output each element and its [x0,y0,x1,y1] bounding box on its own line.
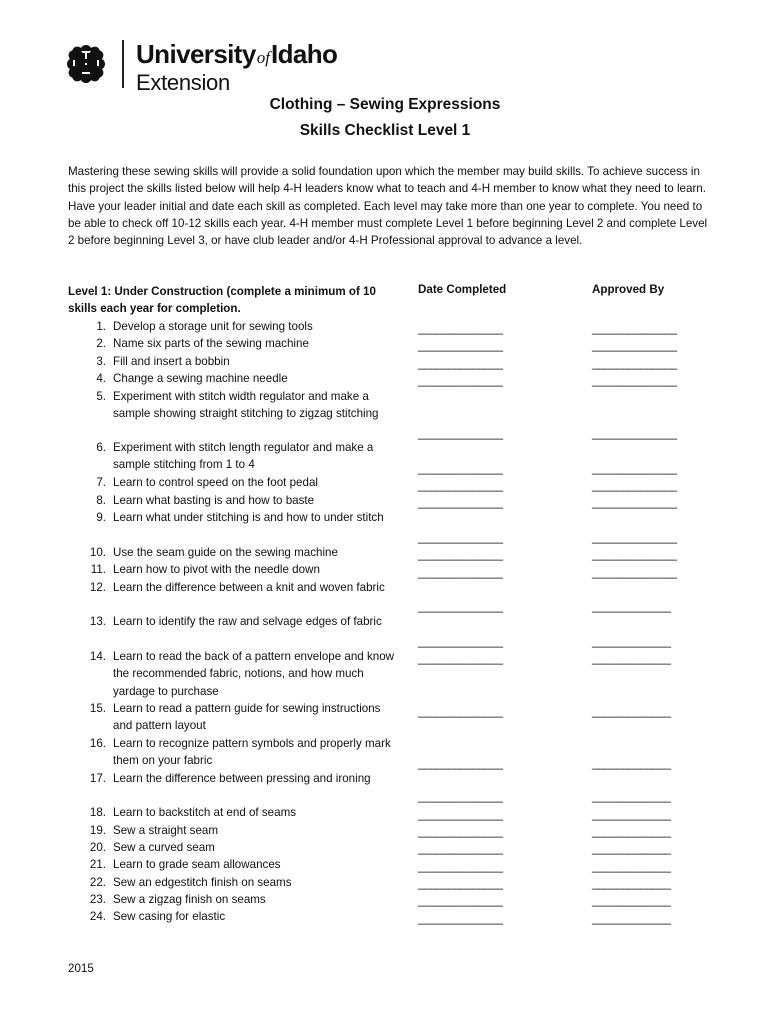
approved-by-line[interactable]: ______________ [592,427,677,440]
date-completed-line[interactable]: ______________ [418,877,503,890]
date-completed-line[interactable]: ______________ [418,479,503,492]
level-heading: Level 1: Under Construction (complete a minimum of 10 skills each year for completion. [68,285,376,316]
approved-by-line[interactable]: ______________ [592,339,677,352]
four-h-clover-icon [64,42,108,86]
approved-by-line[interactable]: _____________ [592,825,671,838]
item-text: Learn how to pivot with the needle down [113,563,320,576]
item-number: 2. [96,337,106,350]
date-completed-line[interactable]: ______________ [418,531,503,544]
brand-of: of [256,48,270,67]
approved-by-line[interactable]: ______________ [592,462,677,475]
date-completed-line[interactable]: ______________ [418,374,503,387]
approved-by-line[interactable]: ______________ [592,548,677,561]
date-completed-line[interactable]: ______________ [418,912,503,925]
footer-year: 2015 [68,962,94,975]
item-text: Use the seam guide on the sewing machine [113,546,338,559]
item-text: Sew a zigzag finish on seams [113,893,266,906]
approved-by-line[interactable]: ______________ [592,322,677,335]
date-completed-line[interactable]: ______________ [418,496,503,509]
approved-by-line[interactable]: _____________ [592,757,671,770]
item-text: Learn to control speed on the foot pedal [113,476,318,489]
approved-by-line[interactable]: ______________ [592,566,677,579]
approved-by-line[interactable]: _____________ [592,842,671,855]
brand-idaho: Idaho [270,39,338,69]
brand-university: University [136,39,256,69]
item-text: Change a sewing machine needle [113,372,288,385]
item-text: Experiment with stitch width regulator and make a sample showing straight stitching to zigzag stitching [113,390,379,421]
date-completed-line[interactable]: ______________ [418,462,503,475]
item-text: Learn to recognize pattern symbols and properly mark them on your fabric [113,737,391,768]
item-text: Learn the difference between a knit and woven fabric [113,581,385,594]
approved-by-header: Approved By [592,283,665,296]
date-completed-header: Date Completed [418,283,507,296]
item-text: Develop a storage unit for sewing tools [113,320,313,333]
item-number: 18. [89,806,106,819]
item-text: Learn to identify the raw and selvage edges of fabric [113,615,382,628]
date-completed-line[interactable]: ______________ [418,357,503,370]
item-number: 8. [96,494,106,507]
approved-by-line[interactable]: _____________ [592,894,671,907]
item-number: 13. [89,615,106,628]
item-number: 21. [89,858,106,871]
date-completed-line[interactable]: ______________ [418,757,503,770]
item-text: Learn what basting is and how to baste [113,494,315,507]
item-number: 7. [96,476,106,489]
item-text: Learn to read the back of a pattern envelope and know the recommended fabric, notions, and how much yardage to purchase [113,650,395,698]
date-completed-line[interactable]: ______________ [418,808,503,821]
approved-by-line[interactable]: _____________ [592,705,671,718]
date-completed-line[interactable]: ______________ [418,652,503,665]
date-completed-line[interactable]: ______________ [418,635,503,648]
page-subtitle: Skills Checklist Level 1 [299,122,471,139]
approved-by-line[interactable]: _____________ [592,652,671,665]
item-number: 19. [89,824,106,837]
item-number: 10. [89,546,106,559]
item-number: 23. [89,893,106,906]
approved-by-line[interactable]: ______________ [592,496,677,509]
item-number: 4. [96,372,106,385]
approved-by-line[interactable]: _____________ [592,808,671,821]
approved-by-line[interactable]: ______________ [592,531,677,544]
item-text: Learn the difference between pressing and ironing [113,772,371,785]
approved-by-line[interactable]: _____________ [592,912,671,925]
item-number: 24. [89,910,106,923]
item-text: Sew an edgestitch finish on seams [113,876,292,889]
item-number: 20. [89,841,106,854]
item-text: Fill and insert a bobbin [113,355,230,368]
item-text: Learn what under stitching is and how to under stitch [113,511,384,524]
date-completed-line[interactable]: ______________ [418,566,503,579]
item-number: 17. [89,772,106,785]
item-number: 3. [96,355,106,368]
brand-extension: Extension [136,70,230,95]
approved-by-line[interactable]: _____________ [592,600,671,613]
item-text: Learn to backstitch at end of seams [113,806,297,819]
item-text: Learn to grade seam allowances [113,858,281,871]
date-completed-line[interactable]: ______________ [418,548,503,561]
date-completed-line[interactable]: ______________ [418,322,503,335]
date-completed-line[interactable]: ______________ [418,790,503,803]
date-completed-line[interactable]: ______________ [418,894,503,907]
approved-by-line[interactable]: _____________ [592,860,671,873]
item-number: 6. [96,441,106,454]
approved-by-line[interactable]: ______________ [592,357,677,370]
date-completed-line[interactable]: ______________ [418,600,503,613]
date-completed-line[interactable]: ______________ [418,860,503,873]
item-number: 15. [89,702,106,715]
date-completed-line[interactable]: ______________ [418,705,503,718]
date-completed-line[interactable]: ______________ [418,842,503,855]
item-number: 22. [89,876,106,889]
item-number: 12. [89,581,106,594]
date-completed-line[interactable]: ______________ [418,825,503,838]
item-number: 14. [89,650,106,663]
brand-wordmark [136,40,337,94]
approved-by-line[interactable]: _____________ [592,790,671,803]
date-completed-line[interactable]: ______________ [418,427,503,440]
item-number: 5. [96,390,106,403]
item-text: Sew a curved seam [113,841,215,854]
approved-by-line[interactable]: _____________ [592,635,671,648]
item-number: 1. [96,320,106,333]
approved-by-line[interactable]: _____________ [592,877,671,890]
item-number: 11. [90,563,106,576]
item-text: Sew casing for elastic [113,910,226,923]
page-title: Clothing – Sewing Expressions [269,96,501,113]
item-text: Experiment with stitch length regulator and make a sample stitching from 1 to 4 [113,441,374,472]
approved-by-line[interactable]: ______________ [592,374,677,387]
item-text: Sew a straight seam [113,824,219,837]
logo-divider [122,40,124,88]
item-number: 16. [89,737,106,750]
item-text: Name six parts of the sewing machine [113,337,309,350]
date-completed-line[interactable]: ______________ [418,339,503,352]
intro-paragraph: Mastering these sewing skills will provide a solid foundation upon which the member may build skills. To achieve success in this project the skills listed below will help 4-H leaders know what to teach and 4-H member to know what they need to learn. Have your leader initial and date each skill as completed. Each level may take more than one year to complete. You need to be able to check off 10-12 skills each year. 4-H member must complete Level 1 before beginning Level 2 and complete Level 2 before beginning Level 3, or have club leader and/or 4-H Professional approval to advance a level. [68,165,708,248]
item-number: 9. [96,511,106,524]
item-text: Learn to read a pattern guide for sewing instructions and pattern layout [113,702,381,733]
approved-by-line[interactable]: ______________ [592,479,677,492]
